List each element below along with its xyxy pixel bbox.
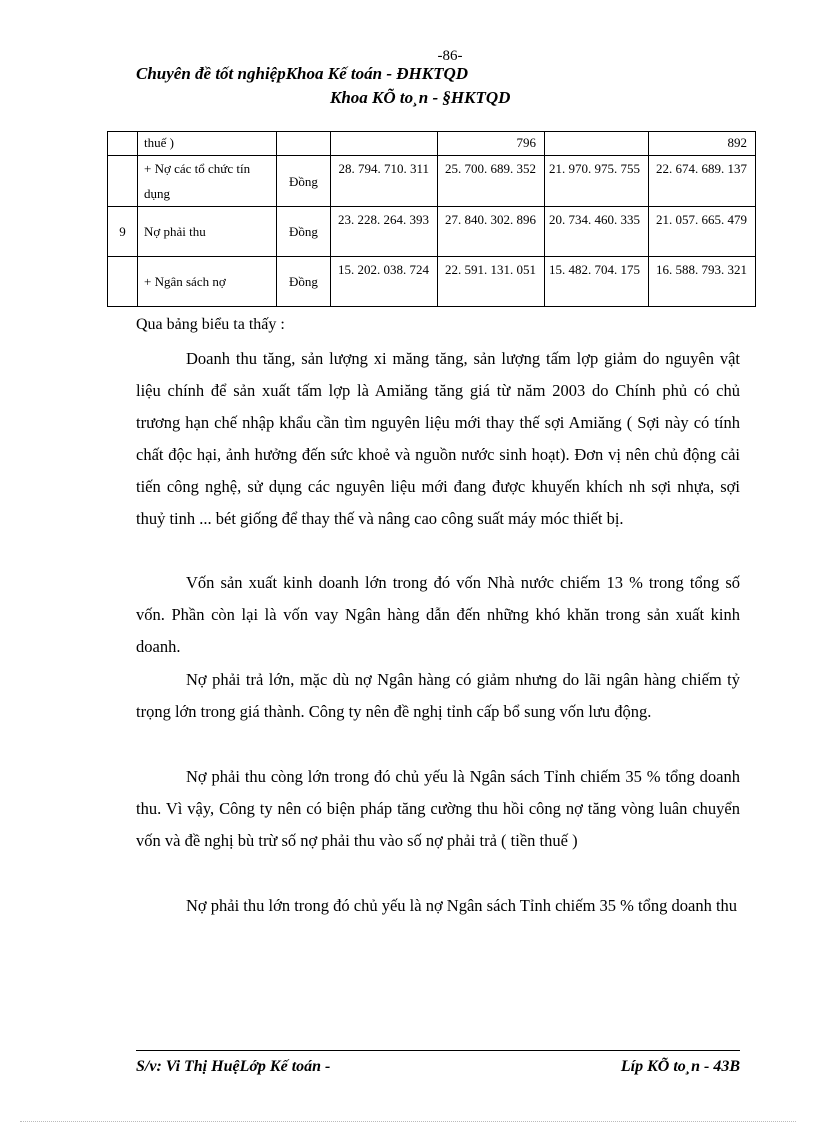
- data-table: [107, 131, 756, 307]
- paragraph: Nợ phải trả lớn, mặc dù nợ Ngân hàng có giảm nhưng do lãi ngân hàng chiếm tỷ trọng lớn trong giá thành. Công ty nên đề nghị tỉnh cấp bổ sung vốn lưu động.: [136, 670, 740, 721]
- cell-value: 15. 202. 038. 724: [331, 257, 438, 307]
- cell-value: 21. 970. 975. 755: [545, 156, 649, 207]
- cell-value: [545, 132, 649, 156]
- cell-value: 22. 674. 689. 137: [649, 156, 756, 207]
- cell-value: 16. 588. 793. 321: [649, 257, 756, 307]
- cell-value: 25. 700. 689. 352: [438, 156, 545, 207]
- cell-value: 28. 794. 710. 311: [331, 156, 438, 207]
- page-edge-divider: [20, 1121, 796, 1122]
- cell-item: + Ngân sách nợ: [138, 257, 277, 307]
- footer-divider: [136, 1050, 740, 1051]
- footer-class: Líp KÕ to¸n - 43B: [620, 1058, 740, 1075]
- cell-unit: [277, 132, 331, 156]
- footer-author: S/v: Vi Thị HuệLớp Kế toán -: [136, 1058, 331, 1075]
- paragraph: Nợ phải thu còng lớn trong đó chủ yếu là Ngân sách Tỉnh chiếm 35 % tổng doanh thu. Vì vậy, Công ty nên có biện pháp tăng cường thu hồi công nợ tăng vòng luân chuyển vốn và đề nghị bù trừ số nợ phải thu vào số nợ phải trả ( tiền thuế ): [136, 767, 740, 850]
- cell-unit: Đồng: [277, 207, 331, 257]
- cell-value: 796: [438, 132, 545, 156]
- table-row: [108, 156, 756, 207]
- paragraph: Vốn sản xuất kinh doanh lớn trong đó vốn Nhà nước chiếm 13 % trong tổng số vốn. Phần còn lại là vốn vay Ngân hàng dẫn đến những khó khăn trong sản xuất kinh doanh.: [136, 573, 740, 656]
- cell-value: 15. 482. 704. 175: [545, 257, 649, 307]
- cell-value: 27. 840. 302. 896: [438, 207, 545, 257]
- table-row: [108, 132, 756, 156]
- header-title: Chuyên đề tốt nghiệpKhoa Kế toán - ĐHKTQD: [136, 64, 469, 83]
- cell-value: 892: [649, 132, 756, 156]
- header-subtitle: Khoa KÕ to¸n - §HKTQD: [330, 88, 511, 107]
- cell-value: 21. 057. 665. 479: [649, 207, 756, 257]
- table-row: [108, 257, 756, 307]
- cell-unit: Đồng: [277, 156, 331, 207]
- page-number: -86-: [437, 48, 463, 64]
- cell-stt: [108, 257, 138, 307]
- cell-value: [331, 132, 438, 156]
- cell-value: 20. 734. 460. 335: [545, 207, 649, 257]
- cell-stt: [108, 156, 138, 207]
- cell-item: thuế ): [138, 132, 277, 156]
- cell-item: + Nợ các tổ chức tín dụng: [138, 156, 277, 207]
- cell-value: 22. 591. 131. 051: [438, 257, 545, 307]
- paragraph: Nợ phải thu lớn trong đó chủ yếu là nợ Ngân sách Tỉnh chiếm 35 % tổng doanh thu: [186, 896, 738, 915]
- cell-value: 23. 228. 264. 393: [331, 207, 438, 257]
- paragraph: Doanh thu tăng, sản lượng xi măng tăng, sản lượng tấm lợp giảm do nguyên vật liệu chính để sản xuất tấm lợp là Amiăng tăng giá từ năm 2003 do Chính phủ có chủ trương hạn chế nhập khẩu cần tìm nguyên liệu mới thay thế sợi Amiăng ( Sợi này có tính chất độc hại, ảnh hưởng đến sức khoẻ và nguồn nước sinh hoạt). Đơn vị nên chủ động cải tiến công nghệ, sử dụng các nguyên liệu mới đang được khuyến khích nh sợi nhựa, sợi thuỷ tinh ... bét giống để thay thế và nâng cao công suất máy móc thiết bị.: [136, 349, 740, 528]
- cell-stt: [108, 132, 138, 156]
- table-row: [108, 207, 756, 257]
- cell-item: Nợ phải thu: [138, 207, 277, 257]
- intro-text: Qua bảng biểu ta thấy :: [136, 316, 285, 333]
- cell-stt: 9: [108, 207, 138, 257]
- cell-unit: Đồng: [277, 257, 331, 307]
